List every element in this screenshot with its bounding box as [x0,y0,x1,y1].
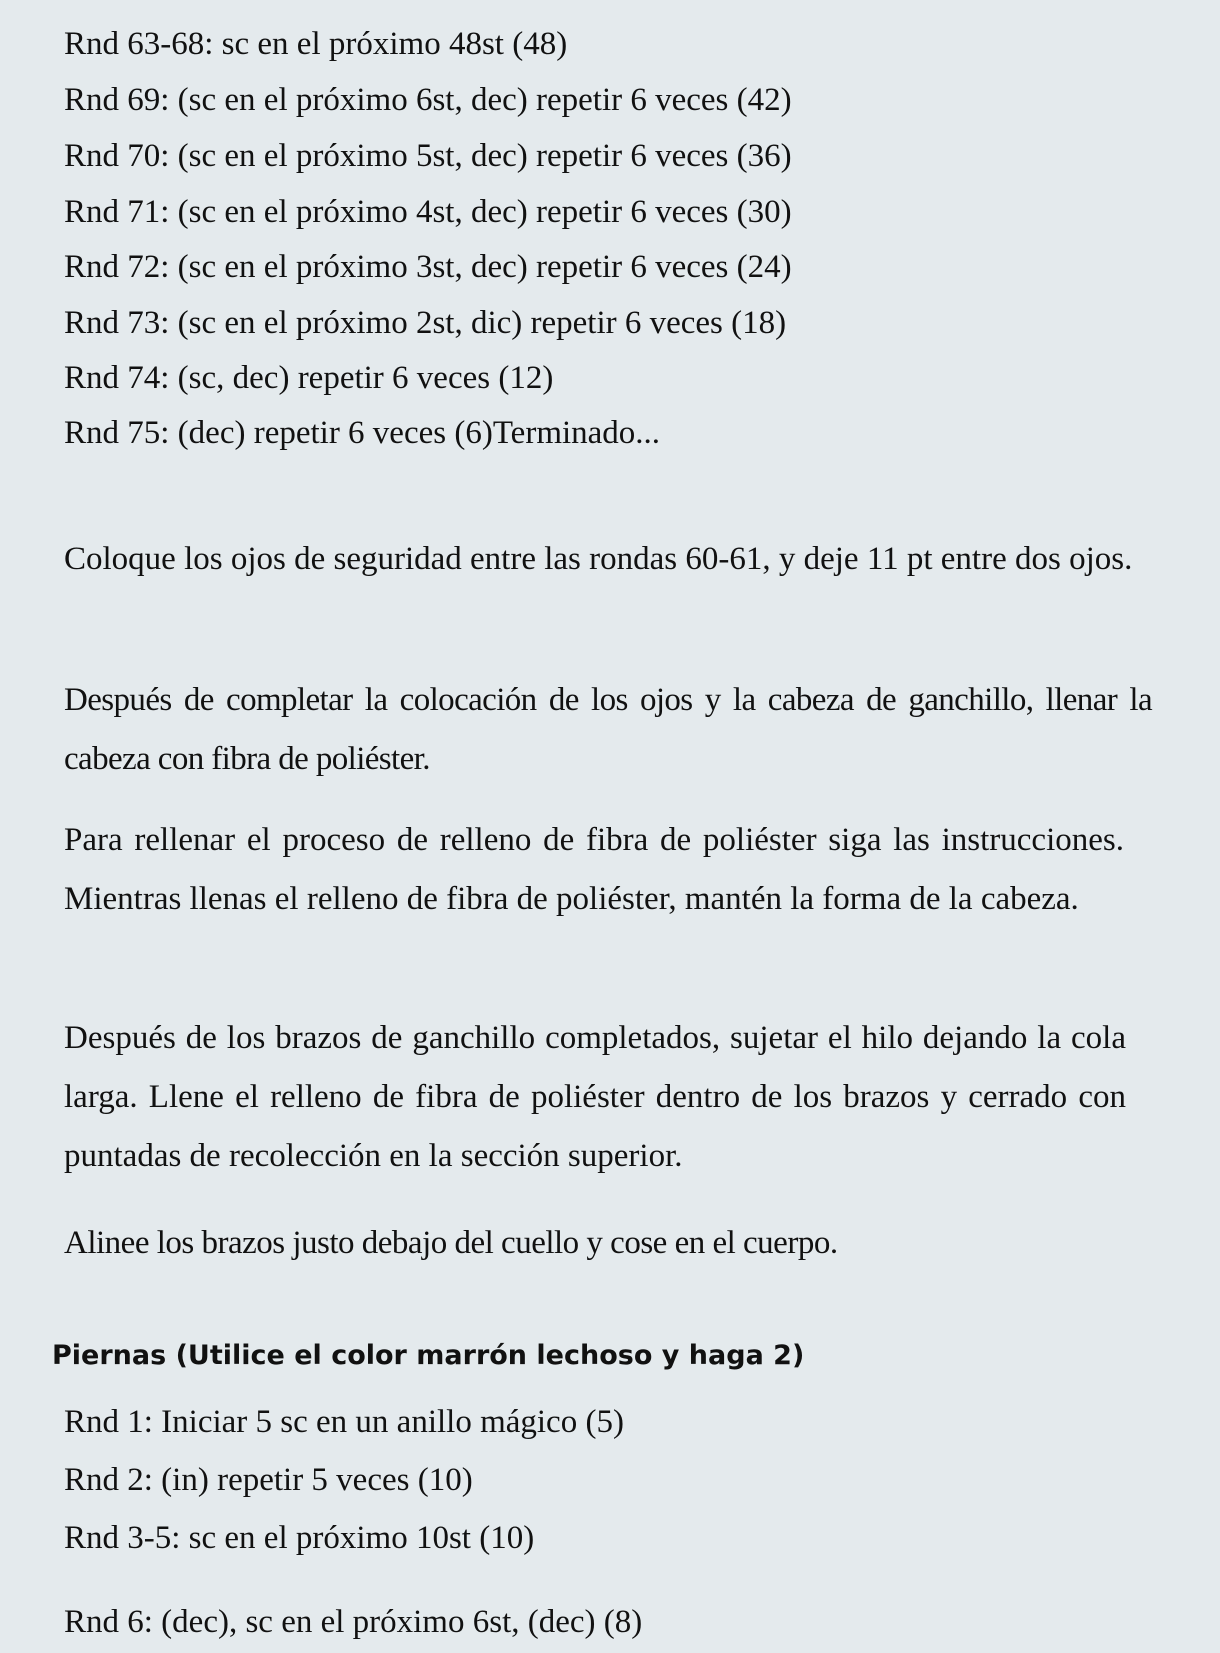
round-line: Rnd 75: (dec) repetir 6 veces (6)Terminado... [64,415,661,451]
round-line: Rnd 69: (sc en el próximo 6st, dec) repetir 6 veces (42) [64,82,792,118]
round-line: Rnd 72: (sc en el próximo 3st, dec) repetir 6 veces (24) [64,249,792,285]
paragraph-fill-head: Después de completar la colocación de los ojos y la cabeza de ganchillo, llenar la cabeza con fibra de poliéster. [64,682,1152,777]
section-heading-legs: Piernas (Utilice el color marrón lechoso y haga 2) [52,1340,805,1371]
paragraph-filling-process: Para rellenar el proceso de relleno de fibra de poliéster siga las instrucciones. Mientras llenas el relleno de fibra de poliéster, mantén la forma de la cabeza. [64,822,1124,917]
round-line: Rnd 70: (sc en el próximo 5st, dec) repetir 6 veces (36) [64,138,792,174]
round-line: Rnd 73: (sc en el próximo 2st, dic) repetir 6 veces (18) [64,305,787,341]
round-line: Rnd 3-5: sc en el próximo 10st (10) [64,1520,535,1556]
round-line: Rnd 71: (sc en el próximo 4st, dec) repetir 6 veces (30) [64,194,792,230]
round-line: Rnd 2: (in) repetir 5 veces (10) [64,1462,473,1498]
round-line: Rnd 6: (dec), sc en el próximo 6st, (dec) (8) [64,1604,643,1640]
round-line: Rnd 74: (sc, dec) repetir 6 veces (12) [64,360,554,396]
paragraph-eyes: Coloque los ojos de seguridad entre las rondas 60-61, y deje 11 pt entre dos ojos. [64,541,1133,577]
paragraph-arms: Después de los brazos de ganchillo completados, sujetar el hilo dejando la cola larga. Llene el relleno de fibra de poliéster dentro de los brazos y cerrado con puntadas de recolección en la sección superior. [64,1020,1126,1174]
round-line: Rnd 63-68: sc en el próximo 48st (48) [64,26,568,62]
paragraph-align-arms: Alinee los brazos justo debajo del cuello y cose en el cuerpo. [64,1225,838,1261]
round-line: Rnd 1: Iniciar 5 sc en un anillo mágico (5) [64,1404,624,1440]
